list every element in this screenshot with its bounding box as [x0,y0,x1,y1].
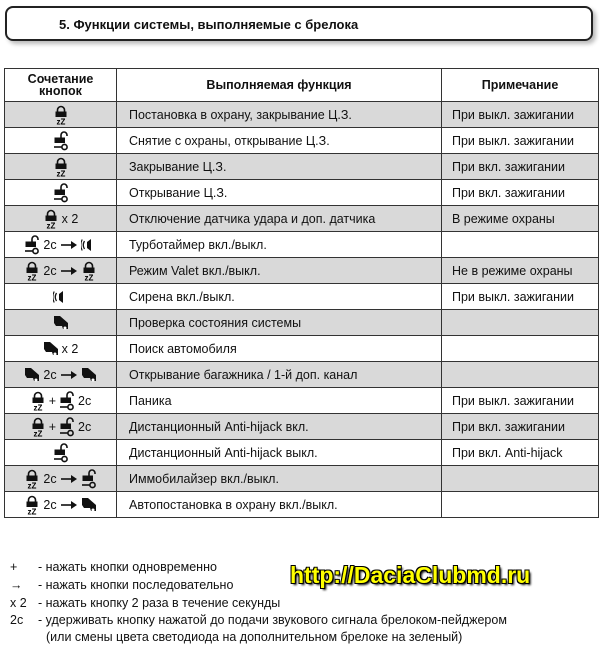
note-cell: При выкл. зажигании [442,388,599,414]
function-cell: Сирена вкл./выкл. [117,284,442,310]
arrow-right-icon [60,266,78,276]
function-cell: Поиск автомобиля [117,336,442,362]
note-cell [442,232,599,258]
svg-text:zZ: zZ [56,117,65,125]
header-combo [5,69,117,102]
legend-item [10,560,217,574]
note-cell [442,466,599,492]
svg-text:zZ: zZ [33,403,43,411]
combo-symbol: 2c [43,497,57,512]
legend-item [10,613,507,627]
note-cell [442,362,599,388]
table-header-row [5,69,599,102]
function-cell: Снятие с охраны, открывание Ц.З. [117,128,442,154]
unlock-icon [59,417,75,437]
function-cell: Открывание Ц.З. [117,180,442,206]
lock-zz-icon [53,105,69,125]
function-cell: Паника [117,388,442,414]
legend-item [10,596,280,610]
header-combo-line2: кнопок [39,84,82,98]
function-cell: Турботаймер вкл./выкл. [117,232,442,258]
note-cell: В режиме охраны [442,206,599,232]
car-trunk-icon [53,315,69,331]
table-row [5,310,599,336]
note-cell: При вкл. зажигании [442,180,599,206]
car-trunk-icon [81,367,97,383]
table-row [5,128,599,154]
arrow-right-icon [60,500,78,510]
svg-text:zZ: zZ [84,273,94,281]
car-trunk-icon [24,367,40,383]
functions-table [4,68,599,518]
note-cell: При вкл. Anti-hijack [442,440,599,466]
combo-cell [5,440,117,466]
note-cell: При выкл. зажигании [442,102,599,128]
legend-text: - нажать кнопки последовательно [38,578,234,592]
siren-icon [53,289,69,305]
svg-text:zZ: zZ [27,273,37,281]
unlock-icon [53,131,69,151]
unlock-icon [59,391,75,411]
combo-cell [5,206,117,232]
unlock-icon [24,235,40,255]
combo-symbol: + [48,419,57,434]
combo-cell [5,388,117,414]
note-cell [442,310,599,336]
combo-cell [5,310,117,336]
lock-zz-icon [30,391,46,411]
table-row [5,154,599,180]
legend-item [10,578,233,592]
function-cell: Иммобилайзер вкл./выкл. [117,466,442,492]
car-trunk-icon [43,341,59,357]
lock-zz-icon [24,495,40,515]
svg-text:zZ: zZ [33,429,43,437]
table-row [5,232,599,258]
legend-text: (или смены цвета светодиода на дополнительном брелоке на зеленый) [46,630,463,644]
svg-text:zZ: zZ [56,169,65,177]
note-cell: При вкл. зажигании [442,154,599,180]
combo-cell [5,180,117,206]
function-cell: Отключение датчика удара и доп. датчика [117,206,442,232]
legend-text: - нажать кнопку 2 раза в течение секунды [38,596,281,610]
table-row [5,466,599,492]
combo-cell [5,466,117,492]
combo-symbol: 2c [43,471,57,486]
legend-symbol: 2c [10,613,24,627]
combo-cell [5,284,117,310]
function-cell: Проверка состояния системы [117,310,442,336]
table-row [5,388,599,414]
table-row [5,492,599,518]
function-cell: Автопостановка в охрану вкл./выкл. [117,492,442,518]
combo-cell [5,414,117,440]
unlock-icon [53,443,69,463]
watermark: http://DaciaClubmd.ru [290,562,531,588]
siren-icon [81,237,97,253]
lock-zz-icon [30,417,46,437]
combo-cell [5,362,117,388]
legend-symbol: → [10,578,23,592]
table-row [5,414,599,440]
note-cell: При вкл. зажигании [442,414,599,440]
lock-zz-icon [53,157,69,177]
note-cell [442,336,599,362]
table-row [5,258,599,284]
table-row [5,102,599,128]
combo-cell [5,492,117,518]
function-cell: Открывание багажника / 1-й доп. канал [117,362,442,388]
lock-zz-icon [24,261,40,281]
combo-symbol: x 2 [61,341,79,356]
unlock-icon [53,183,69,203]
table-row [5,362,599,388]
function-cell: Постановка в охрану, закрывание Ц.З. [117,102,442,128]
note-cell [442,492,599,518]
combo-cell [5,128,117,154]
function-cell: Дистанционный Anti-hijack выкл. [117,440,442,466]
legend-text: - удерживать кнопку нажатой до подачи звукового сигнала брелоком-пейджером [38,613,507,627]
function-cell: Дистанционный Anti-hijack вкл. [117,414,442,440]
combo-cell [5,154,117,180]
arrow-right-icon [60,370,78,380]
combo-cell [5,102,117,128]
header-note: Примечание [442,69,599,102]
combo-cell [5,232,117,258]
combo-symbol: 2c [78,419,92,434]
table-row [5,336,599,362]
table-row [5,180,599,206]
lock-zz-icon [81,261,97,281]
svg-text:zZ: zZ [46,221,56,229]
note-cell: Не в режиме охраны [442,258,599,284]
combo-symbol: 2c [43,367,57,382]
header-combo-line1: Сочетание [27,72,94,86]
legend-item [10,630,462,644]
note-cell: При выкл. зажигании [442,284,599,310]
arrow-right-icon [60,240,78,250]
lock-zz-icon [43,209,59,229]
car-trunk-icon [81,497,97,513]
note-cell: При выкл. зажигании [442,128,599,154]
header-function: Выполняемая функция [117,69,442,102]
function-cell: Режим Valet вкл./выкл. [117,258,442,284]
legend-symbol: x 2 [10,596,27,610]
svg-text:zZ: zZ [27,481,37,489]
combo-symbol: x 2 [61,211,79,226]
section-title: 5. Функции системы, выполняемые с брелока [5,6,593,41]
arrow-right-icon [60,474,78,484]
table-row [5,284,599,310]
unlock-icon [81,469,97,489]
combo-symbol: 2c [43,237,57,252]
combo-cell [5,258,117,284]
table-row [5,206,599,232]
combo-symbol: 2c [78,393,92,408]
combo-cell [5,336,117,362]
combo-symbol: 2c [43,263,57,278]
legend-text: - нажать кнопки одновременно [38,560,217,574]
combo-symbol: + [48,393,57,408]
legend-symbol: + [10,560,18,574]
svg-text:zZ: zZ [27,507,37,515]
table-row [5,440,599,466]
function-cell: Закрывание Ц.З. [117,154,442,180]
lock-zz-icon [24,469,40,489]
